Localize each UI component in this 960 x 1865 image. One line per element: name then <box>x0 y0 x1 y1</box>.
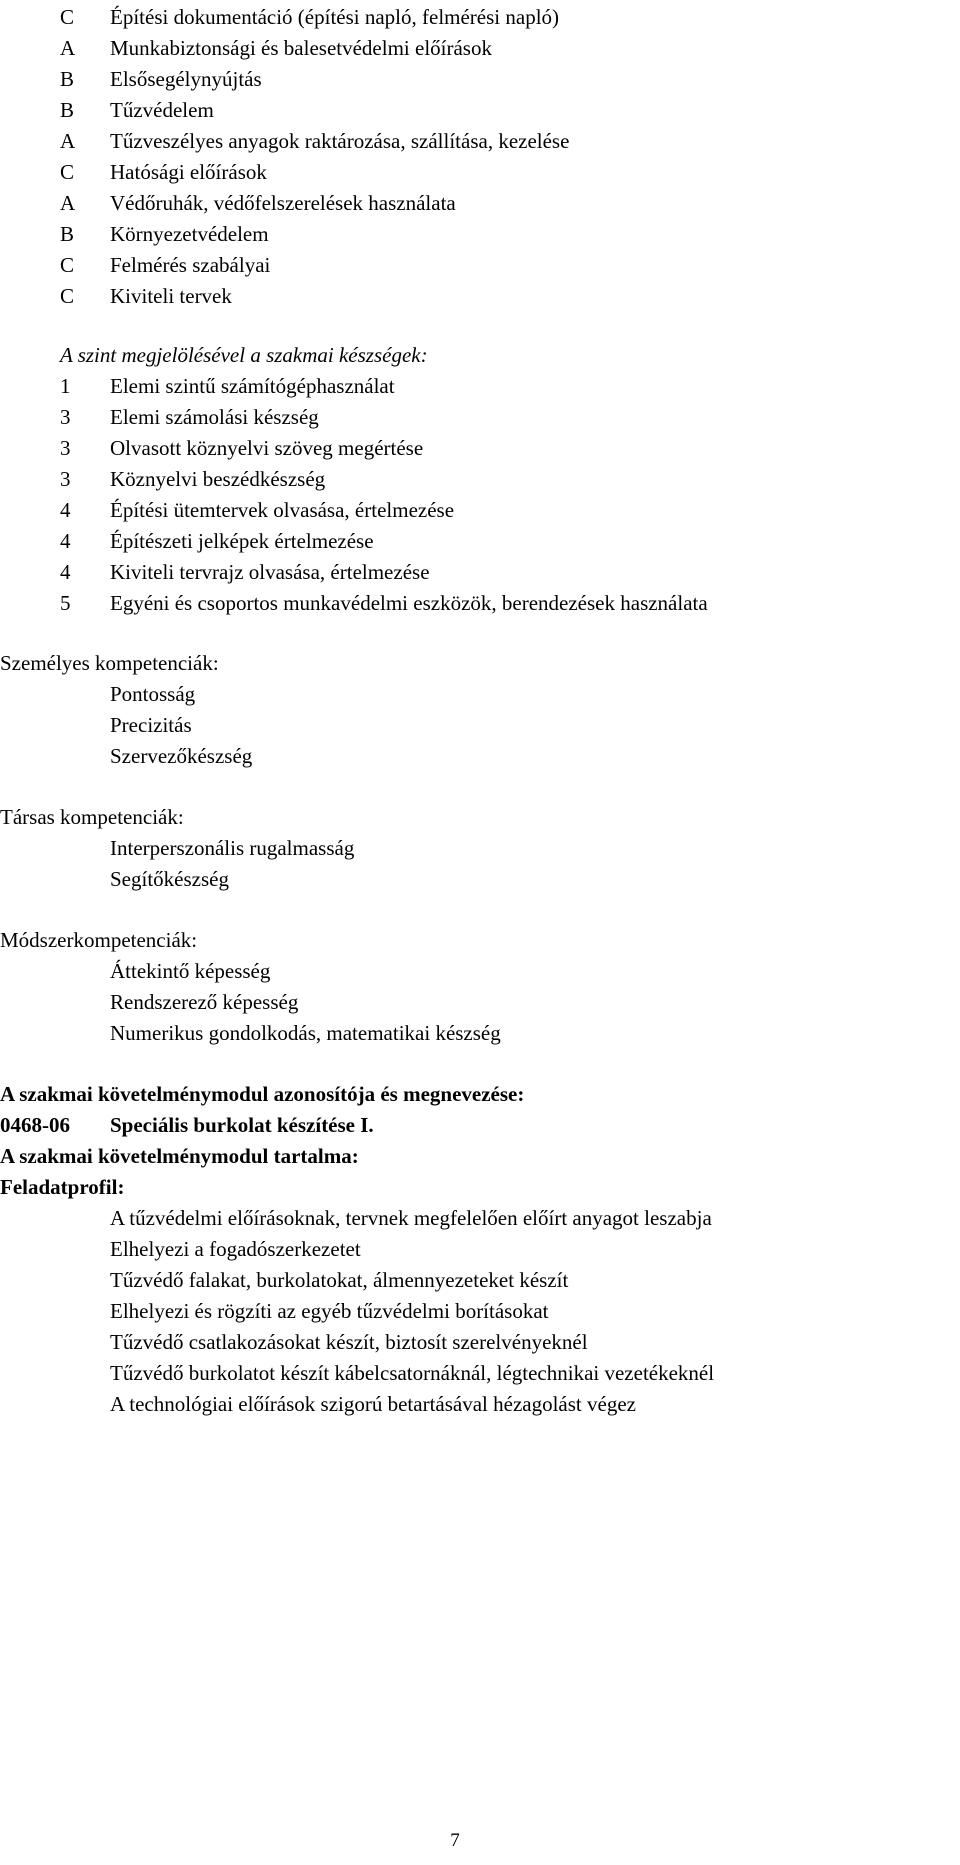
personal-competency-item: Pontosság <box>110 682 196 706</box>
knowledge-item <box>60 67 92 91</box>
knowledge-item <box>60 36 92 60</box>
task-item: A technológiai előírások szigorú betartásával hézagolást végez <box>110 1392 636 1416</box>
method-competency-item: Áttekintő képesség <box>110 959 271 983</box>
method-competency-item: Numerikus gondolkodás, matematikai készség <box>110 1021 501 1045</box>
personal-competencies-heading: Személyes kompetenciák: <box>0 651 219 675</box>
knowledge-item <box>60 98 92 122</box>
skill-text: Elemi szintű számítógéphasználat <box>110 374 395 398</box>
task-item: Tűzvédő falakat, burkolatokat, álmennyezeteket készít <box>110 1268 569 1292</box>
skill-level: 5 <box>60 591 71 615</box>
knowledge-code: A <box>60 36 76 60</box>
module-id-heading: A szakmai követelménymodul azonosítója és megnevezése: <box>0 1082 525 1106</box>
knowledge-code: A <box>60 191 76 215</box>
skill-text: Építési ütemtervek olvasása, értelmezése <box>110 498 455 522</box>
skill-level: 4 <box>60 529 71 553</box>
social-competency-item: Segítőkészség <box>110 867 229 891</box>
personal-competency-item: Szervezőkészség <box>110 744 253 768</box>
knowledge-text: Munkabiztonsági és balesetvédelmi előírások <box>110 36 492 60</box>
skill-level: 3 <box>60 405 71 429</box>
skill-text: Egyéni és csoportos munkavédelmi eszközök, berendezések használata <box>110 591 708 615</box>
knowledge-code: B <box>60 98 75 122</box>
knowledge-code: C <box>60 253 75 277</box>
skill-level: 4 <box>60 498 71 522</box>
skill-text: Építészeti jelképek értelmezése <box>110 529 374 553</box>
task-item: Elhelyezi és rögzíti az egyéb tűzvédelmi borításokat <box>110 1299 549 1323</box>
task-item: Tűzvédő csatlakozásokat készít, biztosít szerelvényeknél <box>110 1330 588 1354</box>
knowledge-item <box>60 222 92 246</box>
task-item: A tűzvédelmi előírásoknak, tervnek megfelelően előírt anyagot leszabja <box>110 1206 712 1230</box>
module-code: 0468-06 <box>0 1113 70 1137</box>
method-competencies-heading: Módszerkompetenciák: <box>0 928 198 952</box>
knowledge-text: Környezetvédelem <box>110 222 269 246</box>
knowledge-code: B <box>60 67 75 91</box>
knowledge-code: C <box>60 5 75 29</box>
social-competencies-heading: Társas kompetenciák: <box>0 805 184 829</box>
knowledge-item <box>60 191 92 215</box>
task-item: Elhelyezi a fogadószerkezetet <box>110 1237 361 1261</box>
skill-text: Kiviteli tervrajz olvasása, értelmezése <box>110 560 430 584</box>
knowledge-item <box>60 129 92 153</box>
skill-text: Elemi számolási készség <box>110 405 319 429</box>
module-content-heading: A szakmai követelménymodul tartalma: <box>0 1144 359 1168</box>
knowledge-text: Építési dokumentáció (építési napló, felmérési napló) <box>110 5 560 29</box>
skill-text: Köznyelvi beszédkészség <box>110 467 326 491</box>
skill-level: 3 <box>60 436 71 460</box>
knowledge-text: Védőruhák, védőfelszerelések használata <box>110 191 456 215</box>
knowledge-item <box>60 5 92 29</box>
knowledge-code: C <box>60 160 75 184</box>
social-competency-item: Interperszonális rugalmasság <box>110 836 355 860</box>
module-name: Speciális burkolat készítése I. <box>110 1113 374 1137</box>
skill-level: 4 <box>60 560 71 584</box>
knowledge-code: C <box>60 284 75 308</box>
knowledge-text: Felmérés szabályai <box>110 253 271 277</box>
knowledge-code: A <box>60 129 76 153</box>
personal-competency-item: Precizitás <box>110 713 192 737</box>
task-item: Tűzvédő burkolatot készít kábelcsatornáknál, légtechnikai vezetékeknél <box>110 1361 715 1385</box>
knowledge-item <box>60 284 92 308</box>
knowledge-text: Tűzvédelem <box>110 98 214 122</box>
knowledge-text: Hatósági előírások <box>110 160 267 184</box>
page-number: 7 <box>450 1830 460 1851</box>
knowledge-item <box>60 253 92 277</box>
profile-heading: Feladatprofil: <box>0 1175 125 1199</box>
method-competency-item: Rendszerező képesség <box>110 990 299 1014</box>
skill-level: 3 <box>60 467 71 491</box>
skill-text: Olvasott köznyelvi szöveg megértése <box>110 436 424 460</box>
skill-level: 1 <box>60 374 71 398</box>
knowledge-text: Tűzveszélyes anyagok raktározása, szállítása, kezelése <box>110 129 570 153</box>
knowledge-text: Kiviteli tervek <box>110 284 232 308</box>
knowledge-item <box>60 160 92 184</box>
knowledge-code: B <box>60 222 75 246</box>
knowledge-text: Elsősegélynyújtás <box>110 67 262 91</box>
skills-heading: A szint megjelölésével a szakmai készségek: <box>60 343 428 367</box>
